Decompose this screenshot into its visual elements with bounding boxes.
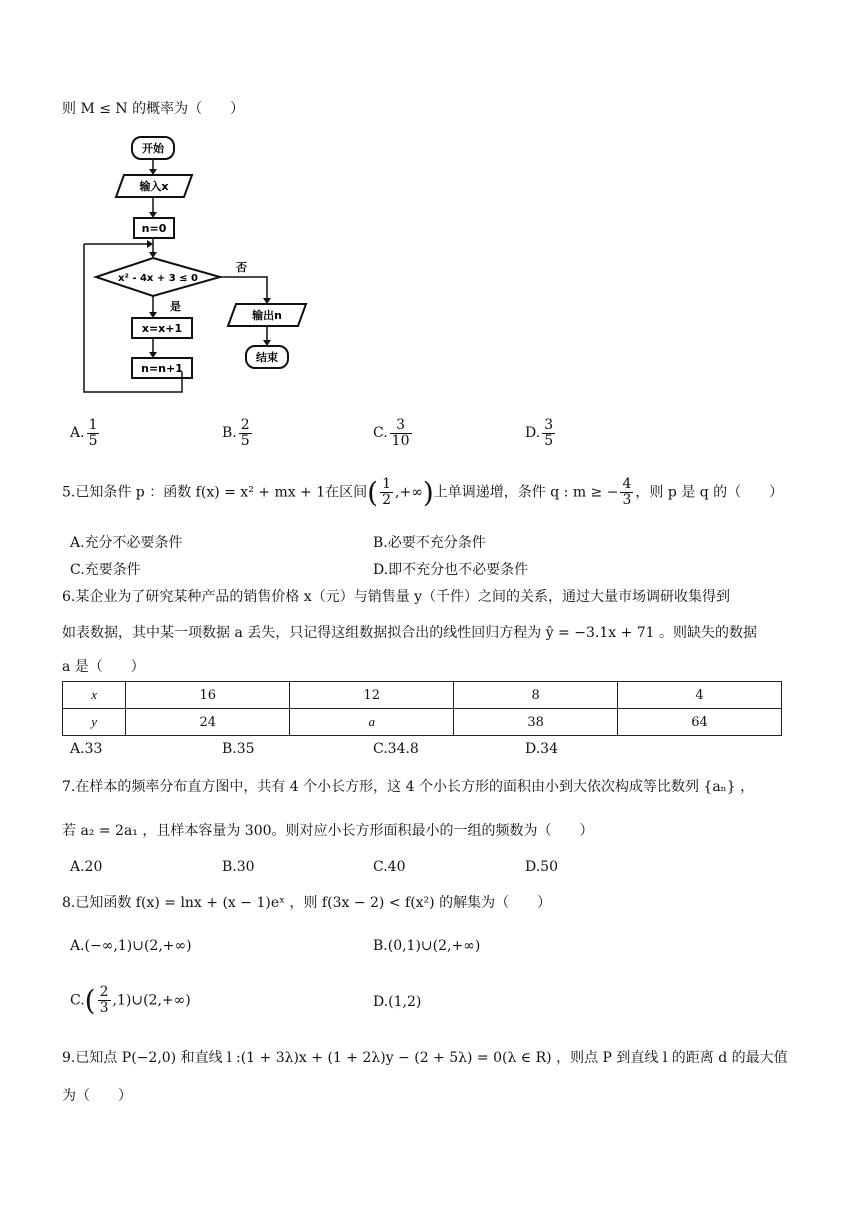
table-cell: 16	[126, 682, 290, 709]
q8-option-d[interactable]: D.(1,2)	[373, 994, 422, 1010]
table-cell: 64	[618, 709, 782, 736]
table-cell: a	[290, 709, 454, 736]
q6-option-b[interactable]: B.35	[222, 741, 255, 757]
q8-option-a[interactable]: A.(−∞,1)∪(2,+∞)	[70, 938, 192, 954]
question-intro: 则 M ≤ N 的概率为（ ）	[62, 101, 245, 117]
table-cell: 12	[290, 682, 454, 709]
flowchart	[78, 134, 318, 402]
q6-stem-line2: 如表数据，其中某一项数据 a 丢失，只记得这组数据拟合出的线性回归方程为 ŷ = −3.1x + 71 。则缺失的数据	[62, 625, 758, 641]
flow-end-label: 结束	[256, 351, 278, 364]
q6-stem-line1: 6.某企业为了研究某种产品的销售价格 x（元）与销售量 y（千件）之间的关系，通过大量市场调研收集得到	[62, 589, 731, 605]
table-cell: x	[63, 682, 126, 709]
q4-option-a[interactable]	[70, 418, 101, 448]
q7-option-b[interactable]: B.30	[222, 859, 255, 875]
flow-step2-label: n=n+1	[141, 362, 183, 375]
table-row	[63, 709, 782, 736]
flow-decision-label: x² - 4x + 3 ≤ 0	[118, 273, 198, 284]
q5-stem: 5.已知条件 p ：函数 f(x) = x² + mx + 1在区间( $\frac{1}{2}$ ,+∞)上单调递增，条件 q : m ≥ − $\frac{4}{3}$ ，则 p 是 q 的（ ）	[62, 476, 784, 509]
table-row	[63, 682, 782, 709]
q6-option-a[interactable]: A.33	[70, 741, 103, 757]
flow-no-label: 否	[236, 261, 247, 274]
option-letter: B.	[222, 425, 237, 442]
option-letter: C.	[373, 425, 388, 442]
option-fraction: $\frac{3}{5}$	[544, 417, 554, 449]
q5-option-d[interactable]: D.即不充分也不必要条件	[373, 562, 529, 578]
q9-stem-line1: 9.已知点 P(−2,0) 和直线 l :(1 + 3λ)x + (1 + 2λ)y − (2 + 5λ) = 0(λ ∈ R) ，则点 P 到直线 l 的距离 d 的最大值	[62, 1050, 788, 1066]
q7-stem-line1: 7.在样本的频率分布直方图中，共有 4 个小长方形，这 4 个小长方形的面积由小到大依次构成等比数列 {aₙ} ，	[62, 779, 755, 795]
q4-option-c[interactable]	[373, 418, 414, 448]
q9-stem-line2: 为（ ）	[62, 1088, 132, 1104]
q4-option-d[interactable]	[525, 418, 557, 448]
q7-stem-line2: 若 a₂ = 2a₁ ，且样本容量为 300。则对应小长方形面积最小的一组的频数为（ ）	[62, 823, 594, 839]
option-fraction: $\frac{2}{5}$	[240, 417, 250, 449]
table-cell: 24	[126, 709, 290, 736]
option-letter: D.	[525, 425, 541, 442]
q6-stem-line3: a 是（ ）	[62, 659, 145, 675]
q5-option-a[interactable]: A.充分不必要条件	[70, 535, 183, 551]
q8-stem: 8.已知函数 f(x) = lnx + (x − 1)eˣ ，则 f(3x − 2) < f(x²) 的解集为（ ）	[62, 895, 552, 911]
q7-option-a[interactable]: A.20	[70, 859, 103, 875]
q5-option-b[interactable]: B.必要不充分条件	[373, 535, 486, 551]
q8-option-c[interactable]: C.( $\frac{2}{3}$ ,1)∪(2,+∞)	[70, 984, 191, 1017]
flow-init-label: n=0	[141, 222, 167, 235]
q8-option-b[interactable]: B.(0,1)∪(2,+∞)	[373, 938, 481, 954]
q7-option-d[interactable]: D.50	[525, 859, 558, 875]
table-cell: 38	[454, 709, 618, 736]
option-fraction: $\frac{1}{5}$	[88, 417, 98, 449]
table-cell: y	[63, 709, 126, 736]
q7-option-c[interactable]: C.40	[373, 859, 406, 875]
q6-option-c[interactable]: C.34.8	[373, 741, 419, 757]
q6-option-d[interactable]: D.34	[525, 741, 558, 757]
table-cell: 8	[454, 682, 618, 709]
flow-input-label: 输入x	[139, 180, 169, 193]
flow-start-label: 开始	[142, 142, 164, 155]
option-fraction: $\frac{3}{10}$	[391, 417, 410, 449]
flow-output-label: 输出n	[252, 309, 282, 322]
option-letter: A.	[70, 425, 85, 442]
q5-option-c[interactable]: C.充要条件	[70, 562, 141, 578]
table-cell: 4	[618, 682, 782, 709]
flow-step1-label: x=x+1	[141, 322, 183, 335]
q4-option-b[interactable]	[222, 418, 254, 448]
q6-data-table	[62, 681, 782, 736]
flow-yes-label: 是	[170, 300, 181, 313]
